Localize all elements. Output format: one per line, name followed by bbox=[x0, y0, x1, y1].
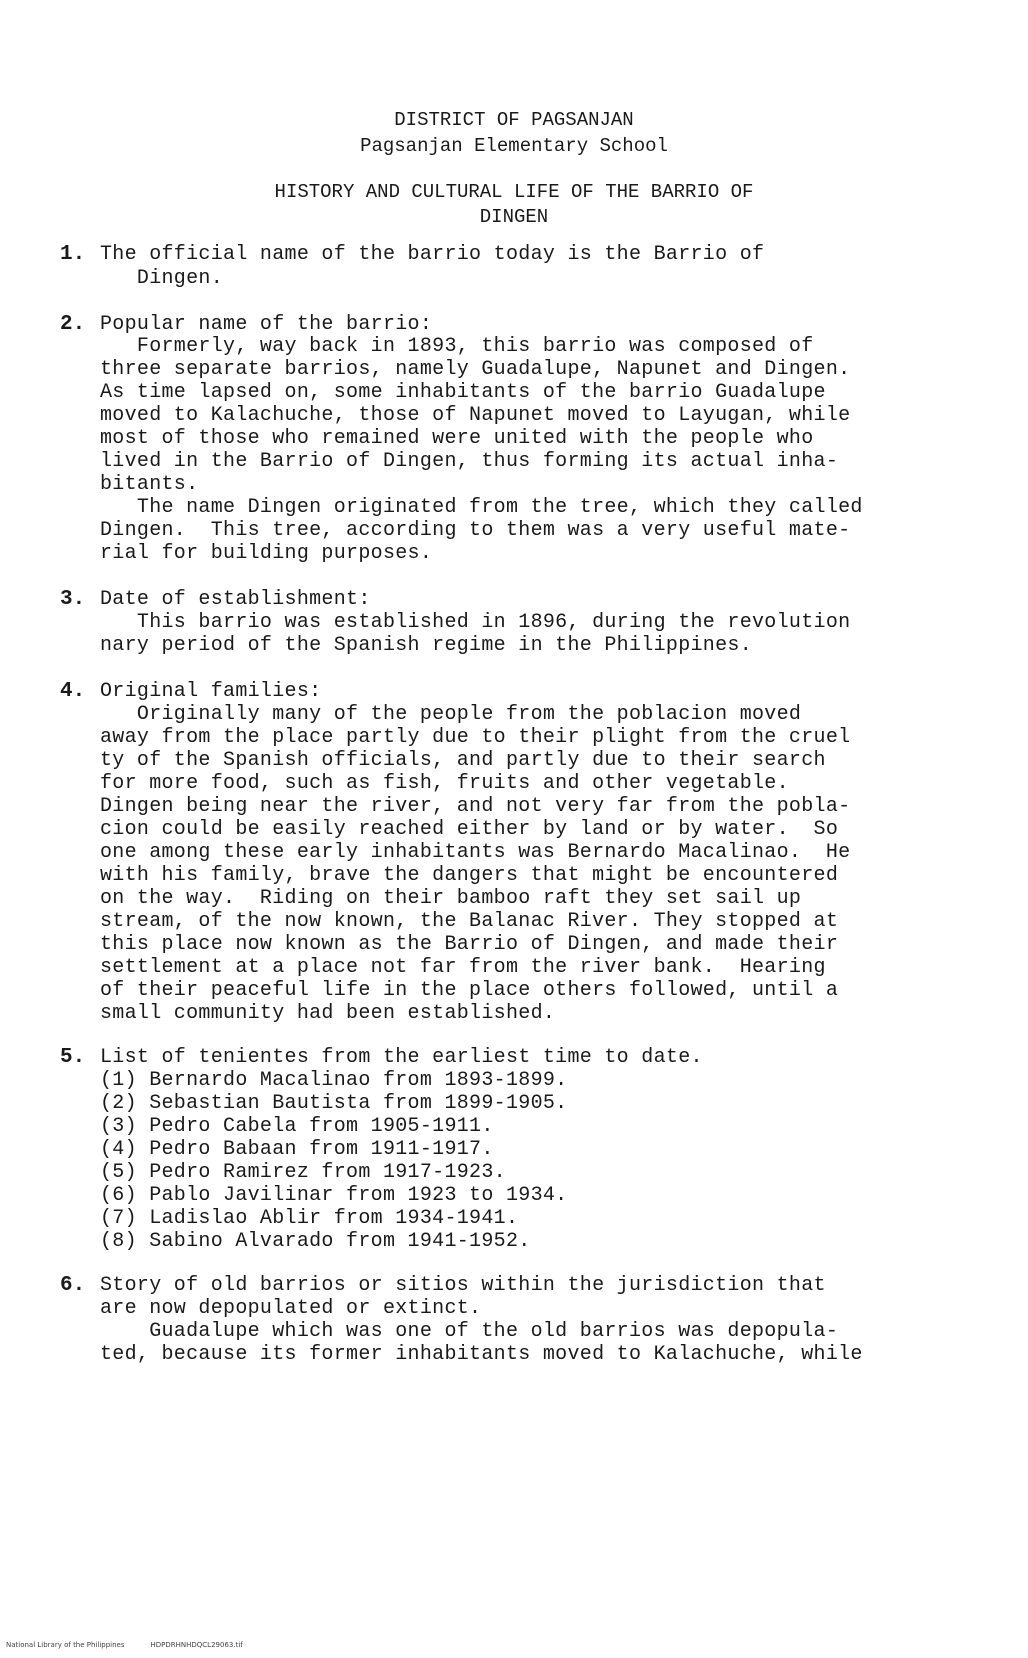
section-4-line: on the way. Riding on their bamboo raft they set sail up bbox=[100, 887, 802, 910]
section-3-number: 3. bbox=[60, 588, 86, 611]
section-3-line: This barrio was established in 1896, during the revolution bbox=[100, 611, 851, 634]
section-2-line: most of those who remained were united with the people who bbox=[100, 427, 814, 450]
section-4-line: away from the place partly due to their plight from the cruel bbox=[100, 726, 851, 749]
section-1-number: 1. bbox=[60, 243, 86, 266]
section-2-line: lived in the Barrio of Dingen, thus forming its actual inha- bbox=[100, 450, 839, 473]
teniente-list-item: (2) Sebastian Bautista from 1899-1905. bbox=[100, 1092, 568, 1115]
section-4-line: Originally many of the people from the poblacion moved bbox=[100, 703, 802, 726]
section-2-line: The name Dingen originated from the tree, which they called bbox=[100, 496, 863, 519]
section-3-line: Date of establishment: bbox=[100, 588, 371, 611]
section-2-line: moved to Kalachuche, those of Napunet moved to Layugan, while bbox=[100, 404, 851, 427]
section-4-line: with his family, brave the dangers that might be encountered bbox=[100, 864, 839, 887]
scan-footer bbox=[6, 1641, 269, 1649]
section-5-number: 5. bbox=[60, 1046, 86, 1069]
document-title-line2: DINGEN bbox=[479, 206, 549, 228]
teniente-list-item: (1) Bernardo Macalinao from 1893-1899. bbox=[100, 1069, 568, 1092]
teniente-list-item: (7) Ladislao Ablir from 1934-1941. bbox=[100, 1207, 519, 1230]
teniente-list-item: (4) Pedro Babaan from 1911-1917. bbox=[100, 1138, 494, 1161]
district-heading: DISTRICT OF PAGSANJAN bbox=[394, 109, 634, 131]
section-1-line: Dingen. bbox=[100, 267, 224, 290]
section-2-line: Formerly, way back in 1893, this barrio was composed of bbox=[100, 335, 814, 358]
section-6-line: Guadalupe which was one of the old barrios was depopula- bbox=[100, 1320, 839, 1343]
section-2-line: three separate barrios, namely Guadalupe, Napunet and Dingen. bbox=[100, 358, 851, 381]
section-4-line: cion could be easily reached either by land or by water. So bbox=[100, 818, 839, 841]
section-2-line: As time lapsed on, some inhabitants of the barrio Guadalupe bbox=[100, 381, 826, 404]
section-4-line: ty of the Spanish officials, and partly due to their search bbox=[100, 749, 826, 772]
section-4-line: for more food, such as fish, fruits and other vegetable. bbox=[100, 772, 789, 795]
section-2-line: Dingen. This tree, according to them was a very useful mate- bbox=[100, 519, 851, 542]
section-6-line: ted, because its former inhabitants moved to Kalachuche, while bbox=[100, 1343, 863, 1366]
footer-file: HDPDRHNHDQCL29063.tif bbox=[150, 1641, 243, 1649]
document-title-line1: HISTORY AND CULTURAL LIFE OF THE BARRIO OF bbox=[274, 181, 754, 203]
section-4-line: small community had been established. bbox=[100, 1002, 556, 1025]
section-2-line: rial for building purposes. bbox=[100, 542, 433, 565]
section-4-line: settlement at a place not far from the river bank. Hearing bbox=[100, 956, 826, 979]
teniente-list-item: (8) Sabino Alvarado from 1941-1952. bbox=[100, 1230, 531, 1253]
section-4-line: Dingen being near the river, and not very far from the pobla- bbox=[100, 795, 851, 818]
section-5-line: List of tenientes from the earliest time to date. bbox=[100, 1046, 703, 1069]
teniente-list-item: (3) Pedro Cabela from 1905-1911. bbox=[100, 1115, 494, 1138]
section-4-line: Original families: bbox=[100, 680, 322, 703]
section-4-line: one among these early inhabitants was Bernardo Macalinao. He bbox=[100, 841, 851, 864]
footer-library: National Library of the Philippines bbox=[6, 1641, 125, 1649]
school-heading: Pagsanjan Elementary School bbox=[360, 135, 668, 157]
section-1-line: The official name of the barrio today is the Barrio of bbox=[100, 243, 765, 266]
section-6-line: are now depopulated or extinct. bbox=[100, 1297, 482, 1320]
section-2-line: bitants. bbox=[100, 473, 199, 496]
section-2-line: Popular name of the barrio: bbox=[100, 313, 433, 336]
section-6-line: Story of old barrios or sitios within the jurisdiction that bbox=[100, 1274, 826, 1297]
section-2-number: 2. bbox=[60, 313, 86, 336]
section-4-line: of their peaceful life in the place others followed, until a bbox=[100, 979, 839, 1002]
section-4-line: this place now known as the Barrio of Dingen, and made their bbox=[100, 933, 839, 956]
section-3-line: nary period of the Spanish regime in the Philippines. bbox=[100, 634, 753, 657]
teniente-list-item: (6) Pablo Javilinar from 1923 to 1934. bbox=[100, 1184, 568, 1207]
teniente-list-item: (5) Pedro Ramirez from 1917-1923. bbox=[100, 1161, 506, 1184]
section-4-line: stream, of the now known, the Balanac River. They stopped at bbox=[100, 910, 839, 933]
section-4-number: 4. bbox=[60, 680, 86, 703]
section-6-number: 6. bbox=[60, 1274, 86, 1297]
